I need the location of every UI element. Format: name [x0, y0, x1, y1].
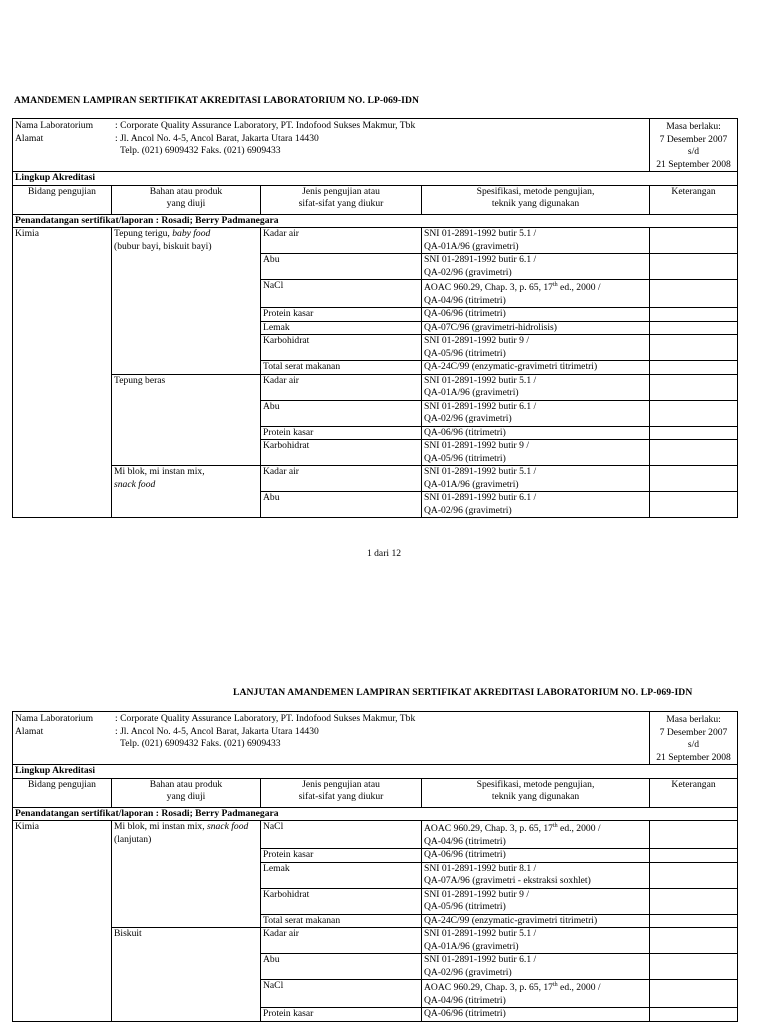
spec-line: QA-06/96 (titrimetri) — [424, 849, 506, 860]
product-name: Biskuit — [114, 928, 142, 939]
product-name-italic: snack food — [207, 821, 249, 832]
validity-period — [650, 119, 738, 172]
spec-line: QA-02/96 (gravimetri) — [424, 413, 512, 424]
superscript: th — [552, 281, 558, 288]
table-row — [13, 374, 738, 400]
address-value: : Jl. Ancol No. 4-5, Ancol Barat, Jakarta Utara 14430 — [115, 132, 319, 144]
test-cell: Lemak — [261, 862, 422, 888]
spec-line: QA-06/96 (titrimetri) — [424, 308, 506, 319]
note-cell — [650, 492, 738, 518]
test-cell: Protein kasar — [261, 849, 422, 863]
address-label: Alamat — [15, 132, 44, 144]
note-cell — [650, 954, 738, 980]
scope-label: Lingkup Akreditasi — [13, 172, 738, 186]
valid-label: Masa berlaku: — [666, 121, 721, 132]
test-cell: NaCl — [261, 280, 422, 308]
spec-cell — [422, 308, 650, 322]
spec-cell — [422, 888, 650, 914]
spec-cell — [422, 914, 650, 928]
note-cell — [650, 440, 738, 466]
superscript: th — [552, 981, 558, 988]
spec-line: SNI 01-2891-1992 butir 9 / — [424, 888, 529, 900]
superscript: th — [552, 822, 558, 829]
note-cell — [650, 888, 738, 914]
spec-cell — [422, 321, 650, 335]
spec-line: SNI 01-2891-1992 butir 8.1 / — [424, 862, 537, 874]
spec-line: QA-01A/96 (gravimetri) — [424, 240, 519, 252]
spec-cell — [422, 361, 650, 375]
test-cell: Abu — [261, 492, 422, 518]
table-body — [13, 821, 738, 1022]
col-test: Jenis pengujian atau sifat-sifat yang diukur — [261, 778, 422, 807]
valid-separator: s/d — [687, 739, 700, 750]
col-field: Bidang pengujian — [13, 185, 112, 214]
spec-line: AOAC 960.29, Chap. 3, p. 65, 17th ed., 2000 / — [424, 281, 601, 293]
column-header-row — [13, 185, 738, 214]
product-name-italic: baby food — [172, 228, 211, 239]
spec-line: QA-02/96 (gravimetri) — [424, 966, 512, 978]
spec-line: QA-04/96 (titrimetri) — [424, 835, 506, 847]
spec-line: QA-05/96 (titrimetri) — [424, 901, 506, 912]
product-cell — [112, 928, 261, 1022]
note-cell — [650, 335, 738, 361]
note-cell — [650, 361, 738, 375]
signatory: Penandatangan sertifikat/laporan : Rosadi; Berry Padmanegara — [13, 214, 738, 228]
spec-line: QA-05/96 (titrimetri) — [424, 452, 506, 464]
table-row — [13, 928, 738, 954]
spec-cell — [422, 1008, 650, 1022]
spec-line: SNI 01-2891-1992 butir 6.1 / — [424, 492, 537, 503]
page-title-continued: LANJUTAN AMANDEMEN LAMPIRAN SERTIFIKAT AKREDITASI LABORATORIUM NO. LP-069-IDN — [233, 687, 693, 698]
spec-line: SNI 01-2891-1992 butir 9 / — [424, 335, 529, 346]
table-row — [13, 228, 738, 254]
lab-name-label: Nama Laboratorium — [15, 120, 94, 131]
spec-cell — [422, 466, 650, 492]
note-cell — [650, 280, 738, 308]
note-cell — [650, 862, 738, 888]
spec-line: SNI 01-2891-1992 butir 9 / — [424, 440, 529, 451]
lab-name-value: : Corporate Quality Assurance Laboratory, PT. Indofood Sukses Makmur, Tbk — [115, 713, 416, 724]
spec-line: QA-05/96 (titrimetri) — [424, 347, 506, 359]
test-cell: Total serat makanan — [261, 914, 422, 928]
spec-line: QA-06/96 (titrimetri) — [424, 1008, 506, 1019]
spec-line: QA-07A/96 (gravimetri - ekstraksi soxhlet) — [424, 875, 591, 886]
valid-to: 21 September 2008 — [656, 158, 731, 170]
spec-line: SNI 01-2891-1992 butir 5.1 / — [424, 928, 537, 939]
field-cell: Kimia — [13, 228, 112, 518]
spec-cell — [422, 335, 650, 361]
product-name: Tepung beras — [114, 374, 166, 386]
spec-line: SNI 01-2891-1992 butir 5.1 / — [424, 228, 537, 239]
spec-cell — [422, 980, 650, 1008]
table-row — [13, 466, 738, 492]
product-name-italic: snack food — [114, 478, 156, 490]
test-cell: Protein kasar — [261, 1008, 422, 1022]
note-cell — [650, 1008, 738, 1022]
field-cell: Kimia — [13, 821, 112, 1022]
test-cell: Abu — [261, 254, 422, 280]
spec-line: QA-24C/99 (enzymatic-gravimetri titrimetri) — [424, 361, 598, 372]
table-row — [13, 821, 738, 849]
spec-line: SNI 01-2891-1992 butir 6.1 / — [424, 954, 537, 965]
scope-label: Lingkup Akreditasi — [13, 765, 738, 779]
test-cell: Abu — [261, 954, 422, 980]
spec-line: QA-02/96 (gravimetri) — [424, 504, 512, 516]
valid-label: Masa berlaku: — [666, 714, 721, 725]
spec-cell — [422, 254, 650, 280]
col-spec: Spesifikasi, metode pengujian, teknik yang digunakan — [422, 778, 650, 807]
spec-line: QA-07C/96 (gravimetri-hidrolisis) — [424, 321, 557, 333]
product-name: Tepung terigu, — [114, 228, 173, 239]
test-cell: Protein kasar — [261, 426, 422, 440]
test-cell: NaCl — [261, 821, 422, 849]
spec-cell — [422, 821, 650, 849]
note-cell — [650, 228, 738, 254]
test-cell: Kadar air — [261, 466, 422, 492]
spec-cell — [422, 928, 650, 954]
note-cell — [650, 308, 738, 322]
lab-name-label: Nama Laboratorium — [15, 713, 94, 724]
test-cell: NaCl — [261, 980, 422, 1008]
note-cell — [650, 928, 738, 954]
spec-line: QA-04/96 (titrimetri) — [424, 994, 506, 1006]
test-cell: Kadar air — [261, 228, 422, 254]
col-note: Keterangan — [650, 778, 738, 807]
note-cell — [650, 400, 738, 426]
test-cell: Protein kasar — [261, 308, 422, 322]
col-product: Bahan atau produk yang diuji — [112, 778, 261, 807]
lab-info — [13, 119, 650, 172]
note-cell — [650, 374, 738, 400]
spec-cell — [422, 849, 650, 863]
valid-from: 7 Desember 2007 — [659, 133, 728, 145]
product-name: Mi blok, mi instan mix, — [114, 466, 205, 477]
note-cell — [650, 914, 738, 928]
col-note: Keterangan — [650, 185, 738, 214]
spec-line: AOAC 960.29, Chap. 3, p. 65, 17th ed., 2000 / — [424, 822, 601, 834]
note-cell — [650, 254, 738, 280]
lab-info — [13, 712, 650, 765]
spec-line: QA-04/96 (titrimetri) — [424, 294, 506, 306]
product-cell — [112, 374, 261, 466]
product-name: Mi blok, mi instan mix, — [114, 821, 208, 832]
spec-line: SNI 01-2891-1992 butir 5.1 / — [424, 466, 537, 477]
spec-cell — [422, 280, 650, 308]
spec-line: QA-01A/96 (gravimetri) — [424, 940, 519, 952]
spec-cell — [422, 954, 650, 980]
test-cell: Total serat makanan — [261, 361, 422, 375]
spec-line: QA-24C/99 (enzymatic-gravimetri titrimetri) — [424, 914, 598, 926]
address-label: Alamat — [15, 725, 44, 737]
spec-line: AOAC 960.29, Chap. 3, p. 65, 17th ed., 2000 / — [424, 981, 601, 993]
note-cell — [650, 466, 738, 492]
spec-cell — [422, 228, 650, 254]
valid-from: 7 Desember 2007 — [659, 726, 728, 738]
accreditation-table — [12, 118, 738, 518]
col-field: Bidang pengujian — [13, 778, 112, 807]
note-cell — [650, 849, 738, 863]
note-cell — [650, 821, 738, 849]
lab-info-row — [13, 119, 738, 172]
test-cell: Kadar air — [261, 374, 422, 400]
test-cell: Abu — [261, 400, 422, 426]
product-subtitle: (lanjutan) — [114, 833, 152, 845]
col-product: Bahan atau produk yang diuji — [112, 185, 261, 214]
product-cell — [112, 228, 261, 375]
valid-separator: s/d — [687, 146, 700, 157]
note-cell — [650, 321, 738, 335]
product-cell — [112, 466, 261, 518]
column-header-row — [13, 778, 738, 807]
spec-line: SNI 01-2891-1992 butir 6.1 / — [424, 254, 537, 265]
lab-info-row — [13, 712, 738, 765]
test-cell: Kadar air — [261, 928, 422, 954]
test-cell: Karbohidrat — [261, 335, 422, 361]
spec-cell — [422, 440, 650, 466]
lab-name-value: : Corporate Quality Assurance Laboratory, PT. Indofood Sukses Makmur, Tbk — [115, 120, 416, 131]
valid-to: 21 September 2008 — [656, 751, 731, 763]
test-cell: Lemak — [261, 321, 422, 335]
test-cell: Karbohidrat — [261, 440, 422, 466]
spec-cell — [422, 400, 650, 426]
phone-value: Telp. (021) 6909432 Faks. (021) 6909433 — [120, 145, 281, 156]
col-test: Jenis pengujian atau sifat-sifat yang diukur — [261, 185, 422, 214]
page-number: 1 dari 12 — [366, 548, 402, 559]
page-title: AMANDEMEN LAMPIRAN SERTIFIKAT AKREDITASI LABORATORIUM NO. LP-069-IDN — [14, 95, 420, 106]
spec-cell — [422, 492, 650, 518]
test-cell: Karbohidrat — [261, 888, 422, 914]
product-cell — [112, 821, 261, 928]
address-value: : Jl. Ancol No. 4-5, Ancol Barat, Jakarta Utara 14430 — [115, 725, 319, 737]
note-cell — [650, 426, 738, 440]
signatory: Penandatangan sertifikat/laporan : Rosadi; Berry Padmanegara — [13, 807, 738, 821]
product-subtitle: (bubur bayi, biskuit bayi) — [114, 240, 212, 252]
spec-line: SNI 01-2891-1992 butir 5.1 / — [424, 374, 537, 386]
spec-line: QA-01A/96 (gravimetri) — [424, 478, 519, 490]
spec-line: QA-06/96 (titrimetri) — [424, 426, 506, 438]
spec-cell — [422, 862, 650, 888]
spec-cell — [422, 426, 650, 440]
accreditation-table-continued — [12, 711, 738, 1022]
phone-value: Telp. (021) 6909432 Faks. (021) 6909433 — [120, 738, 281, 749]
spec-cell — [422, 374, 650, 400]
table-body — [13, 228, 738, 518]
validity-period — [650, 712, 738, 765]
spec-line: QA-01A/96 (gravimetri) — [424, 387, 519, 398]
col-spec: Spesifikasi, metode pengujian, teknik yang digunakan — [422, 185, 650, 214]
spec-line: SNI 01-2891-1992 butir 6.1 / — [424, 400, 537, 412]
spec-line: QA-02/96 (gravimetri) — [424, 266, 512, 278]
note-cell — [650, 980, 738, 1008]
